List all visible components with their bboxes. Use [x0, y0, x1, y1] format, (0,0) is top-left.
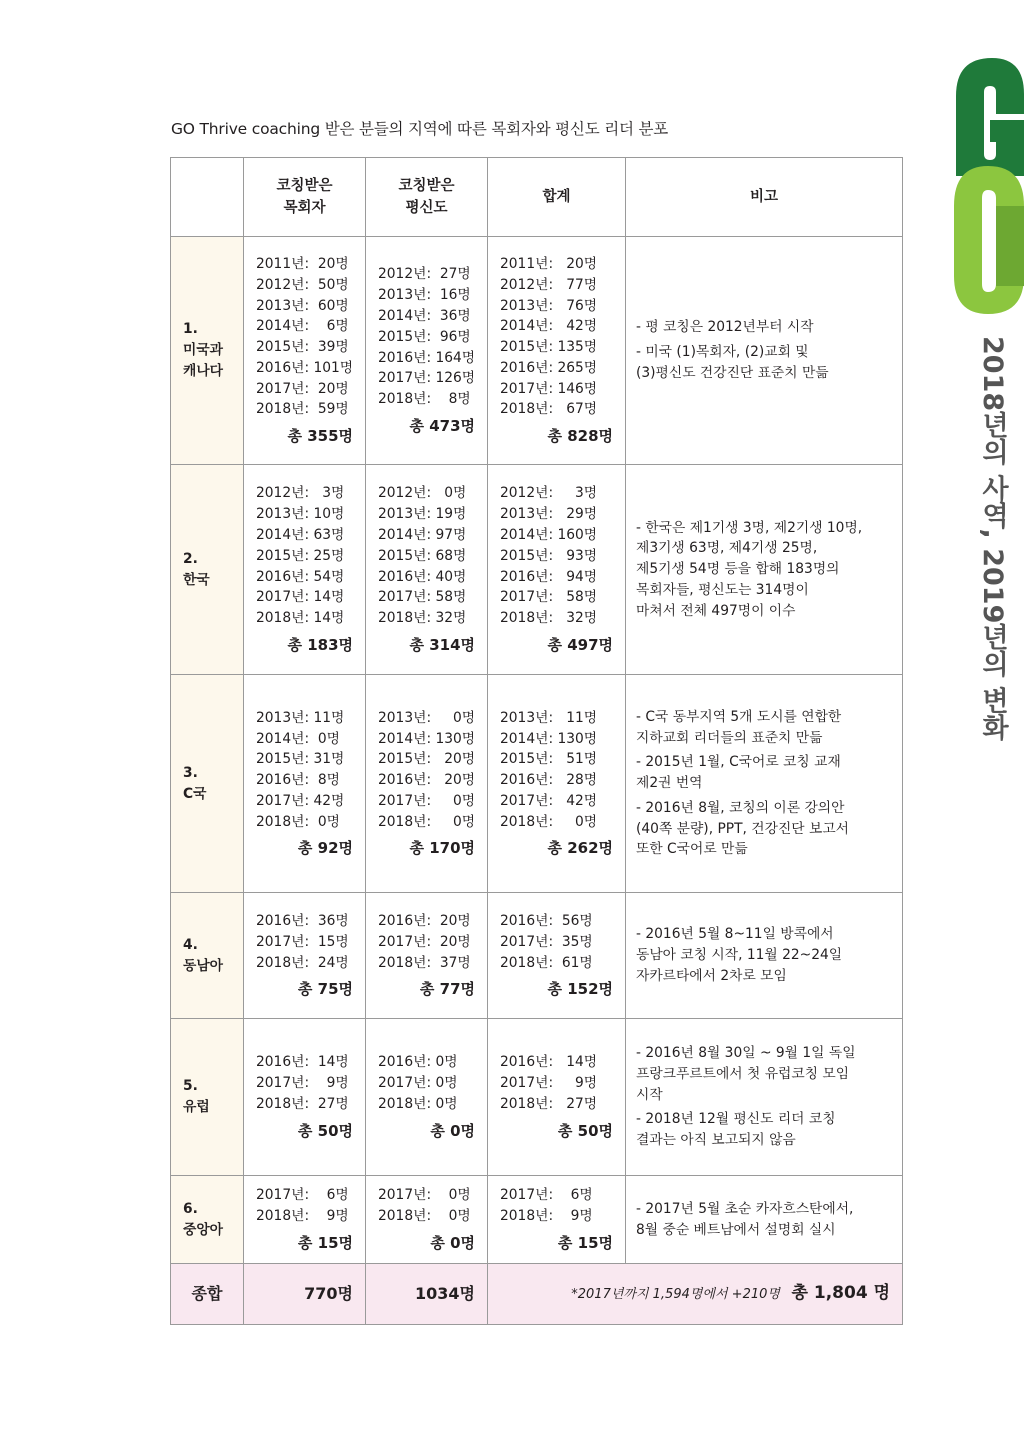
header-row [171, 158, 903, 237]
sum-cell [488, 465, 626, 675]
note-item: - 2017년 5월 초순 카자흐스탄에서, 8월 중순 베트남에서 설명회 실시 [636, 1200, 854, 1238]
pastors-cell [244, 465, 366, 675]
pastors-yearly: 2017년: 6명 2018년: 9명 [256, 1187, 349, 1225]
pastors-total: 총 92명 [297, 839, 353, 858]
table-row [171, 1176, 903, 1264]
region-cell: 5. 유럽 [171, 1019, 244, 1176]
laity-cell [366, 893, 488, 1019]
summary-grand-total: 총 1,804 명 [791, 1282, 890, 1303]
laity-yearly: 2013년: 0명 2014년: 130명 2015년: 20명 2016년: 20명 2017년: 0명 2018년: 0명 [378, 709, 476, 830]
note-item: - 미국 (1)목회자, (2)교회 및 (3)평신도 건강진단 표준치 만듦 [636, 344, 829, 381]
pastors-cell [244, 237, 366, 465]
notes-cell [626, 675, 903, 893]
side-title: 2018년의 사역, 2019년의 변화 [977, 336, 1008, 741]
note-item: - 2015년 1월, C국어로 코칭 교재 제2권 번역 [636, 754, 841, 792]
table-row [171, 237, 903, 465]
sum-yearly: 2011년: 20명 2012년: 77명 2013년: 76명 2014년: 42명 2015년: 135명 2016년: 265명 2017년: 146명 2018년: 67명 [500, 255, 598, 418]
summary-row [171, 1264, 903, 1325]
laity-total: 총 473명 [409, 416, 475, 435]
pastors-yearly: 2013년: 11명 2014년: 0명 2015년: 31명 2016년: 8명 2017년: 42명 2018년: 0명 [256, 709, 345, 830]
laity-total: 총 0명 [430, 1233, 475, 1252]
summary-label: 종합 [171, 1264, 244, 1325]
sum-yearly: 2013년: 11명 2014년: 130명 2015년: 51명 2016년: 28명 2017년: 42명 2018년: 0명 [500, 709, 598, 830]
pastors-total: 총 183명 [287, 635, 353, 654]
laity-cell [366, 1176, 488, 1264]
laity-yearly: 2016년: 0명 2017년: 0명 2018년: 0명 [378, 1054, 458, 1112]
laity-cell [366, 237, 488, 465]
distribution-table [170, 157, 903, 1325]
note-item: - 한국은 제1기생 3명, 제2기생 10명, 제3기생 63명, 제4기생 25명, 제5기생 54명 등을 합해 183명의 목회자들, 평신도는 314명이 마쳐서 전체 497명이 이수 [636, 519, 863, 619]
region-cell: 6. 중앙아 [171, 1176, 244, 1264]
notes-cell [626, 1019, 903, 1176]
laity-yearly: 2012년: 0명 2013년: 19명 2014년: 97명 2015년: 68명 2016년: 40명 2017년: 58명 2018년: 32명 [378, 485, 467, 627]
summary-note: *2017년까지 1,594명에서 +210명 [571, 1286, 780, 1302]
notes-cell [626, 1176, 903, 1264]
laity-yearly: 2012년: 27명 2013년: 16명 2014년: 36명 2015년: 96명 2016년: 164명 2017년: 126명 2018년: 8명 [378, 266, 476, 408]
note-item: - C국 동부지역 5개 도시를 연합한 지하교회 리더들의 표준치 만듦 [636, 708, 842, 746]
sum-cell [488, 675, 626, 893]
notes-cell [626, 465, 903, 675]
pastors-cell [244, 1019, 366, 1176]
header-sum: 합계 [488, 158, 626, 237]
sum-yearly: 2016년: 14명 2017년: 9명 2018년: 27명 [500, 1054, 598, 1112]
pastors-total: 총 75명 [297, 980, 353, 999]
header-notes: 비고 [626, 158, 903, 237]
header-pastors: 코칭받은 목회자 [244, 158, 366, 237]
sum-total: 총 497명 [547, 635, 613, 654]
pastors-yearly: 2012년: 3명 2013년: 10명 2014년: 63명 2015년: 25명 2016년: 54명 2017년: 14명 2018년: 14명 [256, 485, 345, 627]
region-cell: 1. 미국과 캐나다 [171, 237, 244, 465]
note-item: - 2016년 8월, 코칭의 이론 강의안 (40쪽 분량), PPT, 건강진단 보고서 또한 C국어로 만듦 [636, 799, 849, 858]
pastors-cell [244, 1176, 366, 1264]
table-row [171, 893, 903, 1019]
note-item: - 2018년 12월 평신도 리더 코칭 결과는 아직 보고되지 않음 [636, 1111, 836, 1149]
sum-cell [488, 1176, 626, 1264]
note-item: - 2016년 8월 30일 ~ 9월 1일 독일 프랑크푸르트에서 첫 유럽코칭 모임 시작 [636, 1045, 856, 1103]
sum-cell [488, 1019, 626, 1176]
laity-total: 총 170명 [409, 839, 475, 858]
sum-total: 총 262명 [547, 839, 613, 858]
region-cell: 4. 동남아 [171, 893, 244, 1019]
region-cell: 3. C국 [171, 675, 244, 893]
pastors-cell [244, 893, 366, 1019]
pastors-yearly: 2016년: 36명 2017년: 15명 2018년: 24명 [256, 912, 349, 971]
laity-total: 총 77명 [419, 980, 475, 999]
laity-total: 총 0명 [430, 1121, 475, 1140]
sum-yearly: 2012년: 3명 2013년: 29명 2014년: 160명 2015년: 93명 2016년: 94명 2017년: 58명 2018년: 32명 [500, 485, 598, 627]
pastors-cell [244, 675, 366, 893]
laity-total: 총 314명 [409, 635, 475, 654]
pastors-total: 총 50명 [297, 1121, 353, 1140]
table-caption: GO Thrive coaching 받은 분들의 지역에 따른 목회자와 평신도 리더 분포 [171, 120, 669, 138]
region-cell: 2. 한국 [171, 465, 244, 675]
table-row [171, 675, 903, 893]
pastors-yearly: 2011년: 20명 2012년: 50명 2013년: 60명 2014년: 6명 2015년: 39명 2016년: 101명 2017년: 20명 2018년: 59명 [256, 255, 354, 418]
table-row [171, 1019, 903, 1176]
sum-cell [488, 893, 626, 1019]
laity-cell [366, 465, 488, 675]
header-laity: 코칭받은 평신도 [366, 158, 488, 237]
pastors-total: 총 15명 [297, 1233, 353, 1252]
note-item: - 평 코칭은 2012년부터 시작 [636, 319, 814, 336]
sum-cell [488, 237, 626, 465]
logo-letter-g [956, 58, 1024, 176]
laity-cell [366, 1019, 488, 1176]
laity-yearly: 2016년: 20명 2017년: 20명 2018년: 37명 [378, 912, 471, 971]
notes-cell [626, 237, 903, 465]
sum-total: 총 15명 [557, 1233, 613, 1252]
notes-cell [626, 893, 903, 1019]
laity-cell [366, 675, 488, 893]
summary-note-cell [488, 1264, 903, 1325]
go-logo [952, 56, 1024, 316]
pastors-total: 총 355명 [287, 427, 353, 446]
note-item: - 2016년 5월 8~11일 방콕에서 동남아 코칭 시작, 11월 22~24일 자카르타에서 2차로 모임 [636, 926, 843, 984]
sum-total: 총 152명 [547, 980, 613, 999]
sum-yearly: 2017년: 6명 2018년: 9명 [500, 1187, 593, 1225]
sum-total: 총 50명 [557, 1121, 613, 1140]
table-row [171, 465, 903, 675]
laity-yearly: 2017년: 0명 2018년: 0명 [378, 1187, 471, 1225]
summary-laity: 1034명 [366, 1264, 488, 1325]
sum-yearly: 2016년: 56명 2017년: 35명 2018년: 61명 [500, 912, 593, 971]
pastors-yearly: 2016년: 14명 2017년: 9명 2018년: 27명 [256, 1054, 349, 1112]
header-cell-empty [171, 158, 244, 237]
sum-total: 총 828명 [547, 427, 613, 446]
summary-pastors: 770명 [244, 1264, 366, 1325]
